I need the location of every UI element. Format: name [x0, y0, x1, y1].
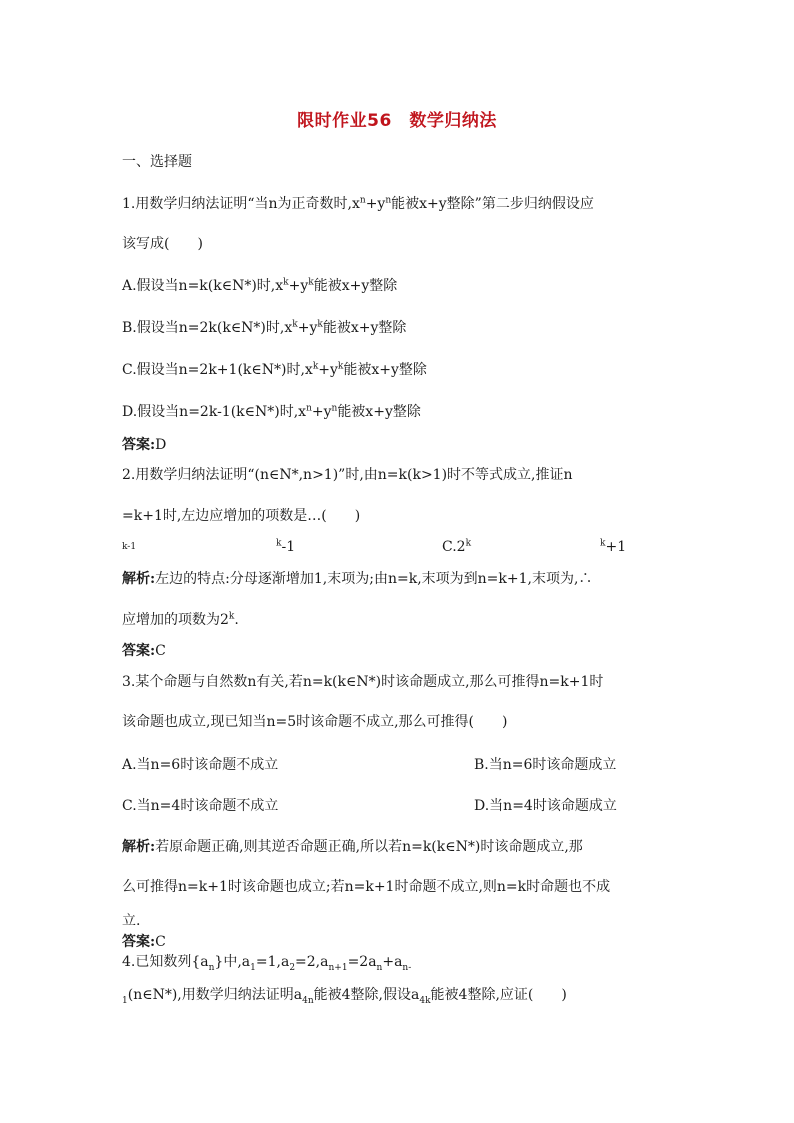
q1-answer: 答案:D — [122, 437, 167, 453]
q4-stem-line2: $_1$(n∈N*),用数学归纳法证明$a_{4n}$能被4整除,假设$a_{4k}$能被4整除,应证( ) — [122, 987, 567, 1006]
q4-stem-line1: 4.已知数列$\{a_n\}$中$,a_1=1,a_2=2,a_{n+1}=2a_n+a_{n-}$ — [122, 954, 412, 973]
q1-stem-line1: 1.用数学归纳法证明“当n为正奇数时$,x^n+y^n$能被x+y整除”第二步归纳假设应 — [122, 195, 594, 212]
q1-option-a: A.假设当n=k(k∈N*)时$,x^k+y^k$能被x+y整除 — [122, 277, 398, 294]
q3-option-a: A.当n=6时该命题不成立 — [122, 757, 279, 773]
q2-explanation-line1: 解析:左边的特点:分母逐渐增加1,末项为;由n=k,末项为到n=k+1,末项为,∴ — [122, 571, 593, 587]
q3-stem-line1: 3.某个命题与自然数n有关,若n=k(k∈N*)时该命题成立,那么可推得n=k+1时 — [122, 674, 604, 690]
q3-option-b: B.当n=6时该命题成立 — [474, 757, 617, 773]
q1-option-c: C.假设当n=2k+1(k∈N*)时$,x^k+y^k$能被x+y整除 — [122, 361, 427, 378]
q2-option-d: $^k$+1 — [600, 538, 627, 555]
q3-answer: 答案:C — [122, 934, 166, 950]
q2-answer: 答案:C — [122, 643, 166, 659]
q2-option-a: k-1 — [122, 542, 137, 552]
q3-option-c: C.当n=4时该命题不成立 — [122, 798, 279, 814]
q2-stem-line1: 2.用数学归纳法证明“(n∈N*,n>1)”时,由n=k(k>1)时不等式成立,推证n — [122, 467, 573, 483]
q1-option-d: D.假设当n=2k-1(k∈N*)时$,x^n+y^n$能被x+y整除 — [122, 403, 421, 420]
q3-explanation-line1: 解析:若原命题正确,则其逆否命题正确,所以若n=k(k∈N*)时该命题成立,那 — [122, 839, 583, 855]
q2-stem-line2: =k+1时,左边应增加的项数是…( ) — [122, 508, 361, 524]
page-title: 限时作业56 数学归纳法 — [297, 111, 497, 131]
q3-explanation-line3: 立. — [122, 913, 141, 929]
q2-option-b: $^k$-1 — [276, 538, 296, 555]
q3-stem-line2: 该命题也成立,现已知当n=5时该命题不成立,那么可推得( ) — [122, 714, 508, 730]
q3-explanation-line2: 么可推得n=k+1时该命题也成立;若n=k+1时命题不成立,则n=k时命题也不成 — [122, 879, 611, 895]
q3-option-d: D.当n=4时该命题成立 — [474, 798, 617, 814]
q2-option-c: C.2$^k$ — [442, 538, 472, 555]
section-heading: 一、选择题 — [122, 154, 192, 170]
q1-stem-line2: 该写成( ) — [122, 236, 203, 252]
q1-option-b: B.假设当n=2k(k∈N*)时$,x^k+y^k$能被x+y整除 — [122, 319, 407, 336]
q2-explanation-line2: 应增加的项数为2$^k$. — [122, 611, 239, 628]
